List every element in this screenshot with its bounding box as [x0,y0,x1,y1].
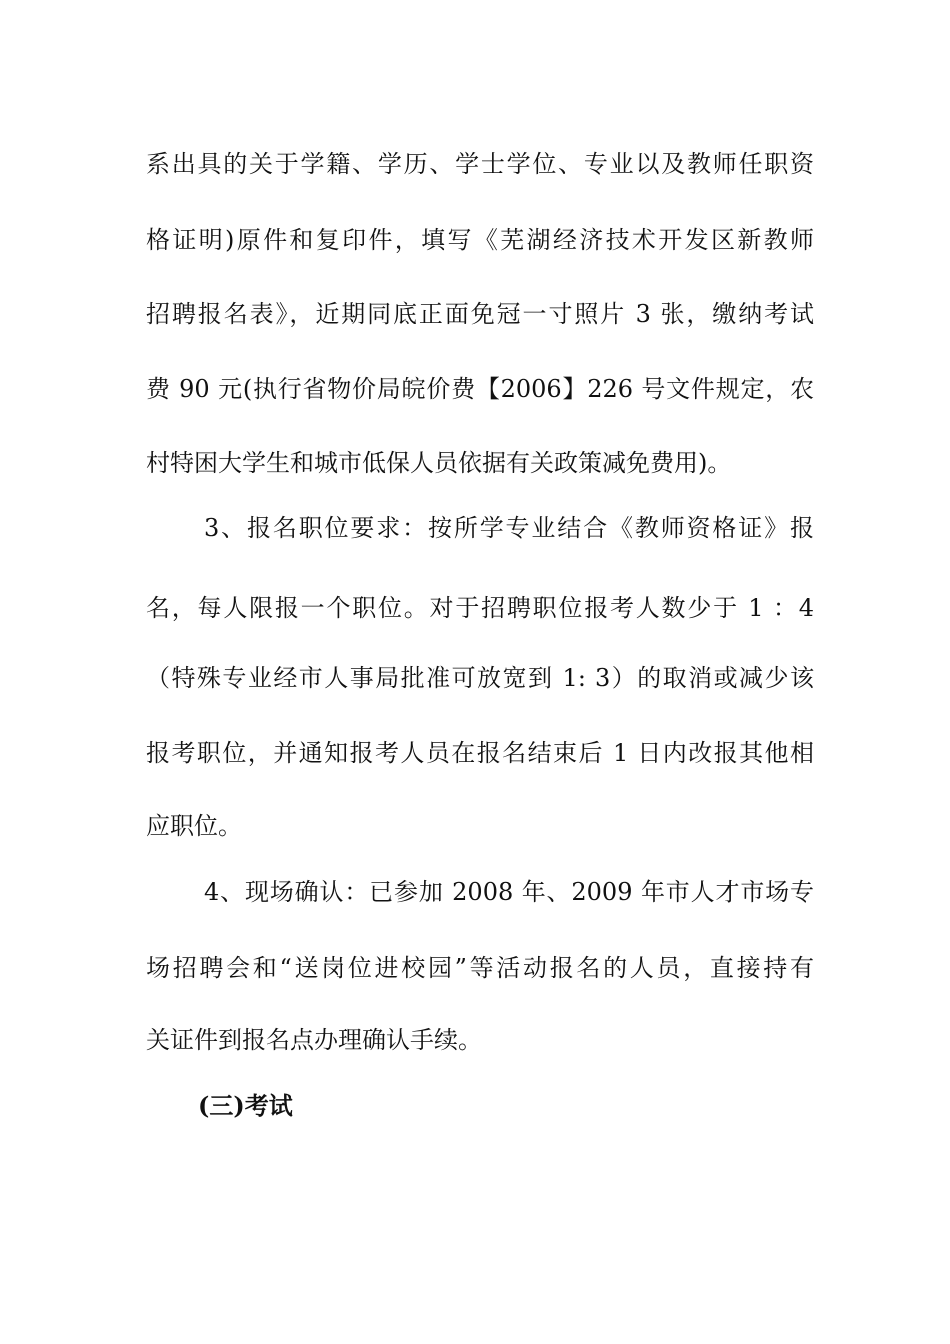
section-heading: (三)考试 [198,1091,293,1120]
text-line: 招聘报名表》，近期同底正面免冠一寸照片 3 张，缴纳考试 [146,300,814,328]
text-line: 场招聘会和“送岗位进校园”等活动报名的人员，直接持有 [146,954,814,982]
text-line: 名，每人限报一个职位。对于招聘职位报考人数少于 1 ：4 [146,594,814,622]
text-line: 关证件到报名点办理确认手续。 [146,1026,482,1054]
text-line: 系出具的关于学籍、学历、学士学位、专业以及教师任职资 [146,150,814,178]
text-line: 报考职位，并通知报考人员在报名结束后 1 日内改报其他相 [146,739,814,767]
text-line: 格证明)原件和复印件，填写《芜湖经济技术开发区新教师 [146,226,814,254]
paragraph-4-first-line: 4、现场确认：已参加 2008 年、2009 年市人才市场专 [204,878,814,906]
text-line: 村特困大学生和城市低保人员依据有关政策减免费用)。 [146,449,732,477]
paragraph-3-first-line: 3、报名职位要求：按所学专业结合《教师资格证》报 [204,514,814,542]
text-line: （特殊专业经市人事局批准可放宽到 1: 3）的取消或减少该 [146,664,814,692]
text-line: 费 90 元(执行省物价局皖价费【2006】226 号文件规定，农 [146,375,814,403]
text-line: 应职位。 [146,812,242,840]
